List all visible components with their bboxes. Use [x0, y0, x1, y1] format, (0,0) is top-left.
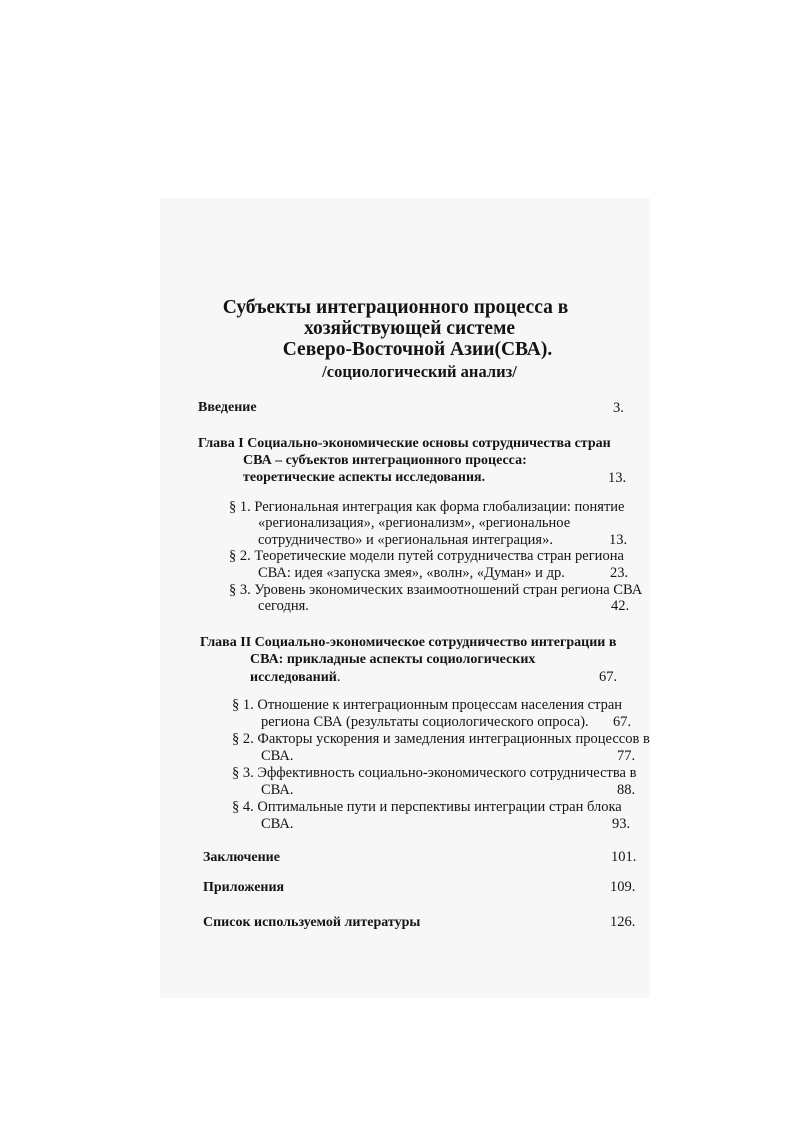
toc-ch2-s4-line1: § 4. Оптимальные пути и перспективы интеграции стран блока	[232, 799, 622, 815]
toc-appendices-page: 109.	[610, 879, 636, 895]
title-line-3: Северо-Восточной Азии(СВА).	[282, 339, 553, 360]
toc-conclusion-page: 101.	[611, 849, 637, 865]
toc-ch2-s3-page: 88.	[617, 782, 636, 798]
toc-ch2-s4-line2: СВА.	[261, 816, 294, 832]
toc-appendices-label: Приложения	[203, 880, 285, 895]
toc-references-label: Список используемой литературы	[203, 915, 421, 930]
toc-chapter2-line3: исследований	[250, 670, 337, 685]
toc-conclusion-label: Заключение	[203, 850, 280, 865]
toc-ch1-s3-line2: сегодня.	[258, 598, 309, 614]
toc-ch1-s1-page: 13.	[609, 532, 628, 548]
toc-ch2-s1-page: 67.	[613, 714, 632, 730]
toc-ch1-s1-line3: сотрудничество» и «региональная интеграция».	[258, 532, 553, 548]
toc-ch1-s3-line1: § 3. Уровень экономических взаимоотношений стран региона СВА	[229, 582, 643, 598]
toc-ch1-s3-page: 42.	[611, 598, 630, 614]
toc-ch2-s2-page: 77.	[617, 748, 636, 764]
toc-ch2-s1-line2: региона СВА (результаты социологического опроса).	[261, 714, 589, 730]
toc-chapter1-line2: СВА – субъектов интеграционного процесса:	[243, 453, 527, 468]
toc-ch2-s1-line1: § 1. Отношение к интеграционным процессам населения стран	[232, 697, 623, 713]
toc-ch2-s3-line2: СВА.	[261, 782, 294, 798]
toc-ch1-s1-line2: «регионализация», «регионализм», «региональное	[258, 515, 571, 531]
toc-ch1-s2-line1: § 2. Теоретические модели путей сотрудничества стран региона	[229, 548, 624, 564]
toc-references-page: 126.	[610, 914, 636, 930]
toc-chapter1-page: 13.	[608, 470, 627, 486]
toc-chapter1-line1: Глава I Социально-экономические основы сотрудничества стран	[198, 436, 611, 451]
toc-chapter2-line1: Глава II Социально-экономическое сотрудничество интеграции в	[200, 635, 617, 650]
toc-intro-label: Введение	[198, 400, 257, 415]
toc-ch2-s2-line1: § 2. Факторы ускорения и замедления интеграционных процессов в	[232, 731, 650, 747]
toc-intro-page: 3.	[613, 400, 624, 416]
title-line-1: Субъекты интеграционного процесса в	[222, 297, 569, 318]
toc-ch1-s2-line2: СВА: идея «запуска змея», «волн», «Думан» и др.	[258, 565, 565, 581]
toc-chapter2-line2: СВА: прикладные аспекты социологических	[250, 652, 536, 667]
toc-ch2-s3-line1: § 3. Эффективность социально-экономического сотрудничества в	[232, 765, 637, 781]
toc-chapter1-line3: теоретические аспекты исследования.	[243, 470, 486, 485]
title-subtitle: /социологический анализ/	[322, 362, 517, 381]
toc-ch2-s2-line2: СВА.	[261, 748, 294, 764]
toc-ch1-s2-page: 23.	[610, 565, 629, 581]
toc-ch2-s4-page: 93.	[612, 816, 631, 832]
toc-chapter2-page: 67.	[599, 669, 618, 685]
toc-ch1-s1-line1: § 1. Региональная интеграция как форма глобализации: понятие	[229, 499, 625, 515]
title-line-2: хозяйствующей системе	[303, 318, 516, 339]
toc-chapter2-line3-tail: .	[336, 669, 341, 685]
